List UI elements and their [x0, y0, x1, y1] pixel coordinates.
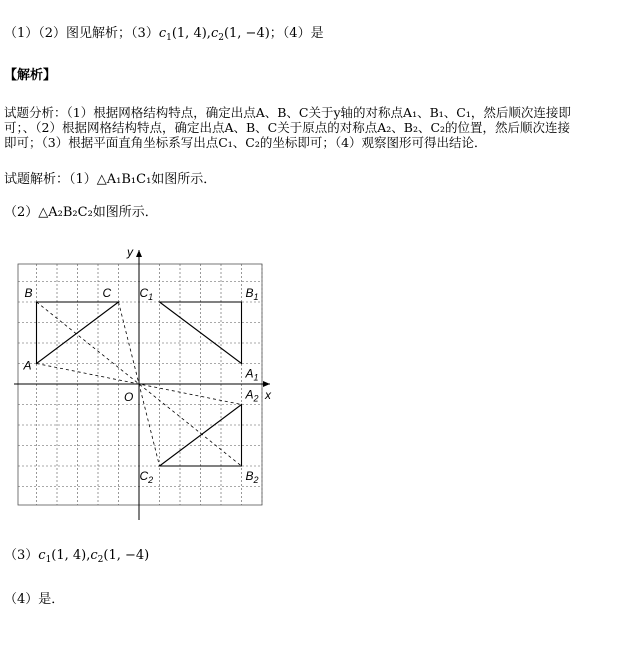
solution-3-prefix: （3）	[4, 548, 39, 563]
answer-c1-sub: 1	[166, 33, 172, 43]
y-axis-arrow	[136, 250, 142, 257]
solution-c2-coord: (1, −4)	[103, 548, 150, 563]
solution-c1-sub: 1	[45, 555, 52, 565]
answer-part-4: ；（4）是	[269, 26, 324, 41]
x-axis-arrow	[263, 381, 270, 387]
point-label-b2: $B_2$	[245, 469, 259, 485]
analysis-line-2: 可；、（2）根据网格结构特点，确定出点A、B、C关于原点的对称点A₂、B₂、C₂的位置，然后顺次连接	[4, 120, 571, 135]
triangle-abc	[37, 302, 119, 364]
point-label-c2: $C_2$	[139, 469, 154, 485]
origin-label: O	[124, 390, 134, 404]
point-label-a2: $A_2$	[245, 387, 259, 404]
answer-c2: c	[210, 26, 219, 41]
analysis-line-1: 试题分析：（1）根据网格结构特点，确定出点A、B、C关于y轴的对称点A₁、B₁、C₁，然后顺次连接即	[4, 105, 571, 120]
point-label-sub: 1	[253, 372, 259, 383]
point-label-b: B	[24, 286, 33, 300]
solution-c1: c	[38, 548, 46, 563]
answer-c2-coord: (1, −4)	[223, 26, 270, 41]
solution-c2-sub: 2	[97, 555, 104, 565]
coordinate-figure	[0, 238, 300, 528]
triangle-a1b1c1	[160, 302, 242, 364]
solution-c2: c	[90, 548, 98, 563]
solution-line-1: 试题解析：（1）△A₁B₁C₁如图所示．	[4, 172, 217, 187]
section-title: 【解析】	[4, 68, 57, 83]
answer-c2-sub: 2	[218, 33, 224, 43]
answer-c1: c	[158, 26, 167, 41]
point-label-b1: $B_1$	[245, 286, 259, 302]
axis-x-label: x	[265, 388, 271, 402]
point-label-c: C	[102, 286, 112, 300]
answer-line	[4, 26, 324, 46]
point-label-c1: $C_1$	[139, 286, 154, 302]
solution-c1-coord: (1, 4),	[51, 548, 91, 563]
point-label-sub: 1	[148, 292, 154, 302]
answer-c1-coord: (1, 4),	[171, 26, 211, 41]
solution-line-4: （4）是．	[4, 592, 65, 607]
analysis-line-3: 即可；（3）根据平面直角坐标系写出点C₁、C₂的坐标即可；（4）观察图形可得出结论．	[4, 135, 487, 150]
answer-parts-1-3: （1）（2）图见解析；（3）	[4, 26, 159, 41]
point-label-a: A	[23, 358, 32, 373]
solution-line-3	[4, 548, 149, 568]
point-label-sub: 2	[148, 475, 154, 485]
point-label-sub: 2	[253, 475, 259, 485]
point-label-sub: 1	[253, 292, 259, 302]
axis-y-label: y	[127, 245, 133, 259]
solution-line-2: （2）△A₂B₂C₂如图所示．	[4, 205, 158, 220]
point-label-a1: $A_1$	[245, 366, 259, 383]
point-label-sub: 2	[253, 393, 259, 404]
